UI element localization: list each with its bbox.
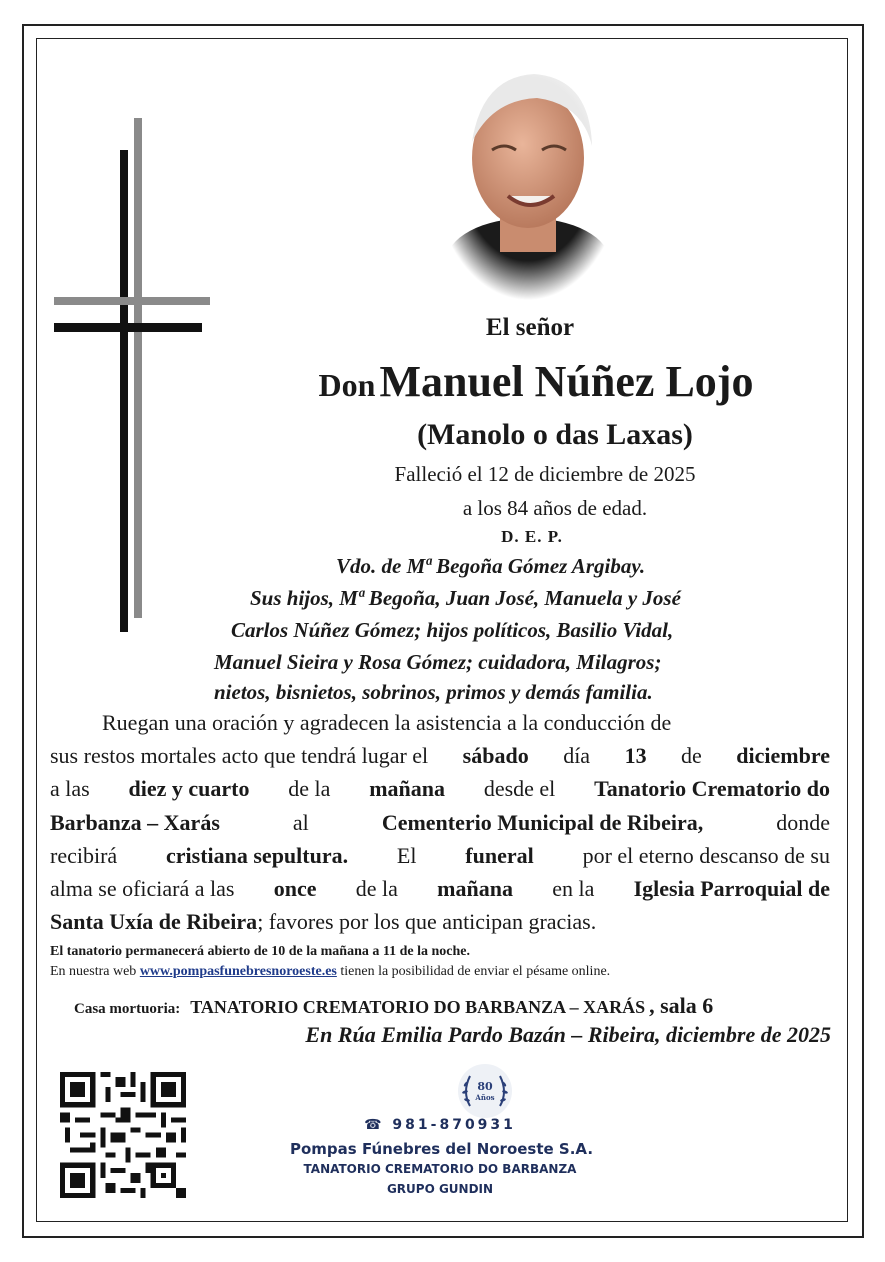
body-bold: once — [273, 876, 317, 901]
body-text: sus restos mortales acto que tendrá lugar el — [50, 743, 429, 768]
casa-place: TANATORIO CREMATORIO DO BARBANZA – XARÁS — [190, 997, 646, 1017]
phone-number: 981-870931 — [392, 1117, 516, 1133]
body-bold: diciembre — [736, 743, 830, 768]
body-line — [50, 876, 830, 902]
body-bold: diez y cuarto — [128, 776, 250, 801]
body-bold: Tanatorio Crematorio do — [594, 776, 830, 801]
logo-anos: Años — [475, 1093, 495, 1102]
dep: D. E. P. — [501, 527, 563, 546]
website-link[interactable]: www.pompasfunebresnoroeste.es — [139, 964, 337, 979]
body-bold: 13 — [624, 743, 647, 768]
body-text: recibirá — [50, 843, 118, 868]
portrait-photo — [442, 62, 614, 300]
body-text: a las — [50, 776, 90, 801]
casa-mortuoria — [74, 993, 713, 1019]
body-bold: mañana — [369, 776, 446, 801]
phone-icon: ☎ — [364, 1117, 385, 1133]
body-line — [50, 743, 830, 769]
deceased-name — [236, 356, 836, 407]
body-text: por el eterno descanso de su — [582, 843, 830, 868]
body-bold: mañana — [437, 876, 513, 901]
web-note — [50, 964, 610, 980]
family-line: Carlos Núñez Gómez; hijos políticos, Basilio Vidal, — [231, 618, 674, 642]
body-bold: funeral — [465, 843, 534, 868]
body-bold: cristiana sepultura. — [165, 843, 349, 868]
cross-gray-horizontal — [54, 297, 210, 305]
body-line — [50, 776, 830, 802]
cross-black-horizontal — [54, 323, 202, 332]
logo-number: 80 — [477, 1080, 493, 1093]
group-name: GRUPO GUNDIN — [386, 1182, 494, 1196]
body-bold: sábado — [462, 743, 529, 768]
body-text: El — [396, 843, 417, 868]
body-text: Ruegan una oración y agradecen la asistencia a la conducción de — [102, 710, 672, 735]
body-text: de — [681, 743, 702, 768]
casa-label: Casa mortuoria: — [74, 1001, 181, 1017]
family-line: Vdo. de Mª Begoña Gómez Argibay. — [336, 554, 646, 578]
body-text: donde — [776, 810, 830, 835]
family-line: Manuel Sieira y Rosa Gómez; cuidadora, Milagros; — [214, 650, 662, 674]
body-line — [50, 810, 830, 836]
nickname: (Manolo o das Laxas) — [417, 418, 693, 451]
body-line — [50, 909, 830, 935]
laurel-80-anos-logo — [456, 1062, 514, 1120]
family-line: Sus hijos, Mª Begoña, Juan José, Manuela y José — [250, 586, 681, 610]
place-date: En Rúa Emilia Pardo Bazán – Ribeira, diciembre de 2025 — [305, 1022, 831, 1047]
company-name: Pompas Fúnebres del Noroeste S.A. — [290, 1140, 594, 1158]
body-bold: Barbanza – Xarás — [50, 810, 220, 835]
phone[interactable] — [290, 1117, 590, 1133]
age: a los 84 años de edad. — [462, 496, 648, 520]
body-line — [50, 843, 830, 869]
body-text: de la — [288, 776, 331, 801]
body-text: en la — [552, 876, 595, 901]
body-text: ; favores por los que anticipan gracias. — [257, 909, 597, 934]
body-bold: Iglesia Parroquial de — [633, 876, 830, 901]
body-line — [102, 710, 830, 736]
honorific: El señor — [485, 314, 575, 341]
death-date: Falleció el 12 de diciembre de 2025 — [394, 462, 696, 486]
qr-code[interactable] — [60, 1072, 186, 1198]
body-bold: Santa Uxía de Ribeira — [50, 909, 258, 934]
web-suffix: tienen la posibilidad de enviar el pésame online. — [336, 964, 611, 979]
body-text: alma se oficiará a las — [50, 876, 235, 901]
web-prefix: En nuestra web — [50, 964, 140, 979]
don-prefix: Don — [318, 367, 376, 403]
body-text: de la — [355, 876, 398, 901]
body-text: día — [563, 743, 591, 768]
body-text: desde el — [483, 776, 556, 801]
body-bold: Cementerio Municipal de Ribeira, — [381, 810, 704, 835]
body-text: al — [292, 810, 309, 835]
full-name: Manuel Núñez Lojo — [379, 357, 754, 406]
cross-black-vertical — [120, 150, 128, 632]
family-line: nietos, bisnietos, sobrinos, primos y demás familia. — [214, 680, 653, 704]
casa-sala: , sala 6 — [649, 993, 714, 1018]
tanatorio-name: TANATORIO CREMATORIO DO BARBANZA — [303, 1162, 577, 1176]
tanatorio-hours: El tanatorio permanecerá abierto de 10 de la mañana a 11 de la noche. — [50, 944, 470, 959]
cross-gray-vertical — [134, 118, 142, 618]
